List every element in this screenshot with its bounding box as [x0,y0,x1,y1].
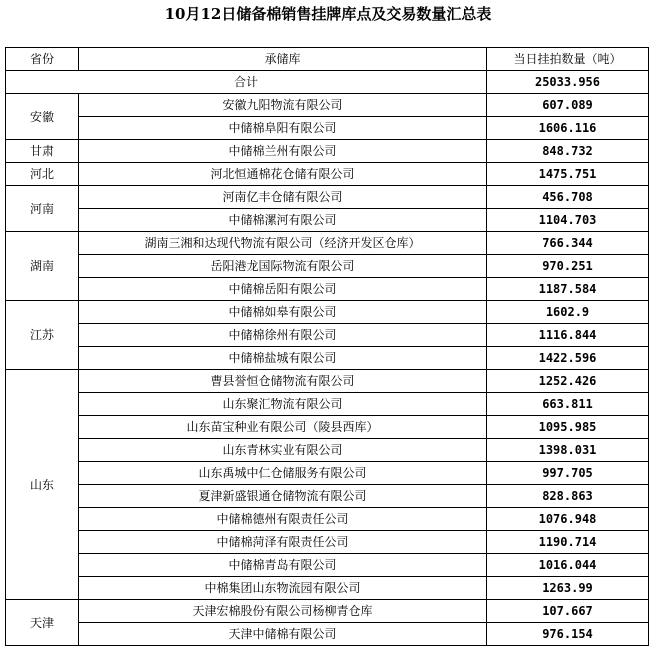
province-cell: 甘肃 [6,140,79,163]
province-cell: 江苏 [6,301,79,370]
quantity-cell: 970.251 [487,255,649,278]
quantity-cell: 107.667 [487,600,649,623]
warehouse-cell: 山东青林实业有限公司 [79,439,487,462]
header-quantity: 当日挂拍数量（吨） [487,48,649,71]
quantity-cell: 976.154 [487,623,649,646]
warehouse-cell: 安徽九阳物流有限公司 [79,94,487,117]
table-row [6,531,649,554]
header-row [6,48,649,71]
table-row [6,278,649,301]
table-row [6,209,649,232]
warehouse-cell: 天津宏棉股份有限公司杨柳青仓库 [79,600,487,623]
warehouse-cell: 中储棉岳阳有限公司 [79,278,487,301]
quantity-cell: 1095.985 [487,416,649,439]
warehouse-cell: 夏津新盛银通仓储物流有限公司 [79,485,487,508]
quantity-cell: 1187.584 [487,278,649,301]
total-row [6,71,649,94]
table-row [6,255,649,278]
table-row [6,94,649,117]
warehouse-cell: 中储棉盐城有限公司 [79,347,487,370]
quantity-cell: 1602.9 [487,301,649,324]
quantity-cell: 607.089 [487,94,649,117]
quantity-cell: 1252.426 [487,370,649,393]
province-cell: 湖南 [6,232,79,301]
quantity-cell: 1076.948 [487,508,649,531]
quantity-cell: 766.344 [487,232,649,255]
table-row [6,370,649,393]
quantity-cell: 1422.596 [487,347,649,370]
table-row [6,232,649,255]
quantity-cell: 828.863 [487,485,649,508]
table-row [6,485,649,508]
warehouse-cell: 中储棉如皋有限公司 [79,301,487,324]
province-cell: 河南 [6,186,79,232]
quantity-cell: 1116.844 [487,324,649,347]
warehouse-cell: 天津中储棉有限公司 [79,623,487,646]
warehouse-cell: 山东聚汇物流有限公司 [79,393,487,416]
table-row [6,462,649,485]
province-cell: 山东 [6,370,79,600]
table-body [6,71,649,646]
warehouse-cell: 山东苗宝种业有限公司（陵县西库） [79,416,487,439]
quantity-cell: 456.708 [487,186,649,209]
warehouse-cell: 中储棉德州有限责任公司 [79,508,487,531]
warehouse-cell: 中储棉漯河有限公司 [79,209,487,232]
table-row [6,600,649,623]
province-cell: 天津 [6,600,79,646]
table-row [6,117,649,140]
warehouse-cell: 中储棉菏泽有限责任公司 [79,531,487,554]
quantity-cell: 663.811 [487,393,649,416]
warehouse-cell: 湖南三湘和达现代物流有限公司（经济开发区仓库） [79,232,487,255]
table-row [6,186,649,209]
table-row [6,393,649,416]
summary-table [5,47,649,646]
quantity-cell: 1190.714 [487,531,649,554]
table-header [6,48,649,71]
table-row [6,347,649,370]
warehouse-cell: 河南亿丰仓储有限公司 [79,186,487,209]
quantity-cell: 1263.99 [487,577,649,600]
table-row [6,163,649,186]
total-value: 25033.956 [487,71,649,94]
warehouse-cell: 中棉集团山东物流园有限公司 [79,577,487,600]
province-cell: 河北 [6,163,79,186]
table-row [6,140,649,163]
quantity-cell: 1104.703 [487,209,649,232]
warehouse-cell: 中储棉兰州有限公司 [79,140,487,163]
warehouse-cell: 中储棉徐州有限公司 [79,324,487,347]
quantity-cell: 848.732 [487,140,649,163]
province-cell: 安徽 [6,94,79,140]
table-row [6,623,649,646]
table-row [6,324,649,347]
table-row [6,416,649,439]
table-row [6,554,649,577]
quantity-cell: 1606.116 [487,117,649,140]
warehouse-cell: 山东禹城中仁仓储服务有限公司 [79,462,487,485]
warehouse-cell: 曹县誉恒仓储物流有限公司 [79,370,487,393]
table-row [6,508,649,531]
page-title: 10月12日储备棉销售挂牌库点及交易数量汇总表 [164,5,492,23]
warehouse-cell: 中储棉青岛有限公司 [79,554,487,577]
header-province: 省份 [6,48,79,71]
table-row [6,577,649,600]
table-row [6,439,649,462]
warehouse-cell: 河北恒通棉花仓储有限公司 [79,163,487,186]
quantity-cell: 997.705 [487,462,649,485]
warehouse-cell: 岳阳港龙国际物流有限公司 [79,255,487,278]
warehouse-cell: 中储棉阜阳有限公司 [79,117,487,140]
quantity-cell: 1475.751 [487,163,649,186]
total-label: 合计 [6,71,487,94]
quantity-cell: 1398.031 [487,439,649,462]
quantity-cell: 1016.044 [487,554,649,577]
table-row [6,301,649,324]
header-warehouse: 承储库 [79,48,487,71]
